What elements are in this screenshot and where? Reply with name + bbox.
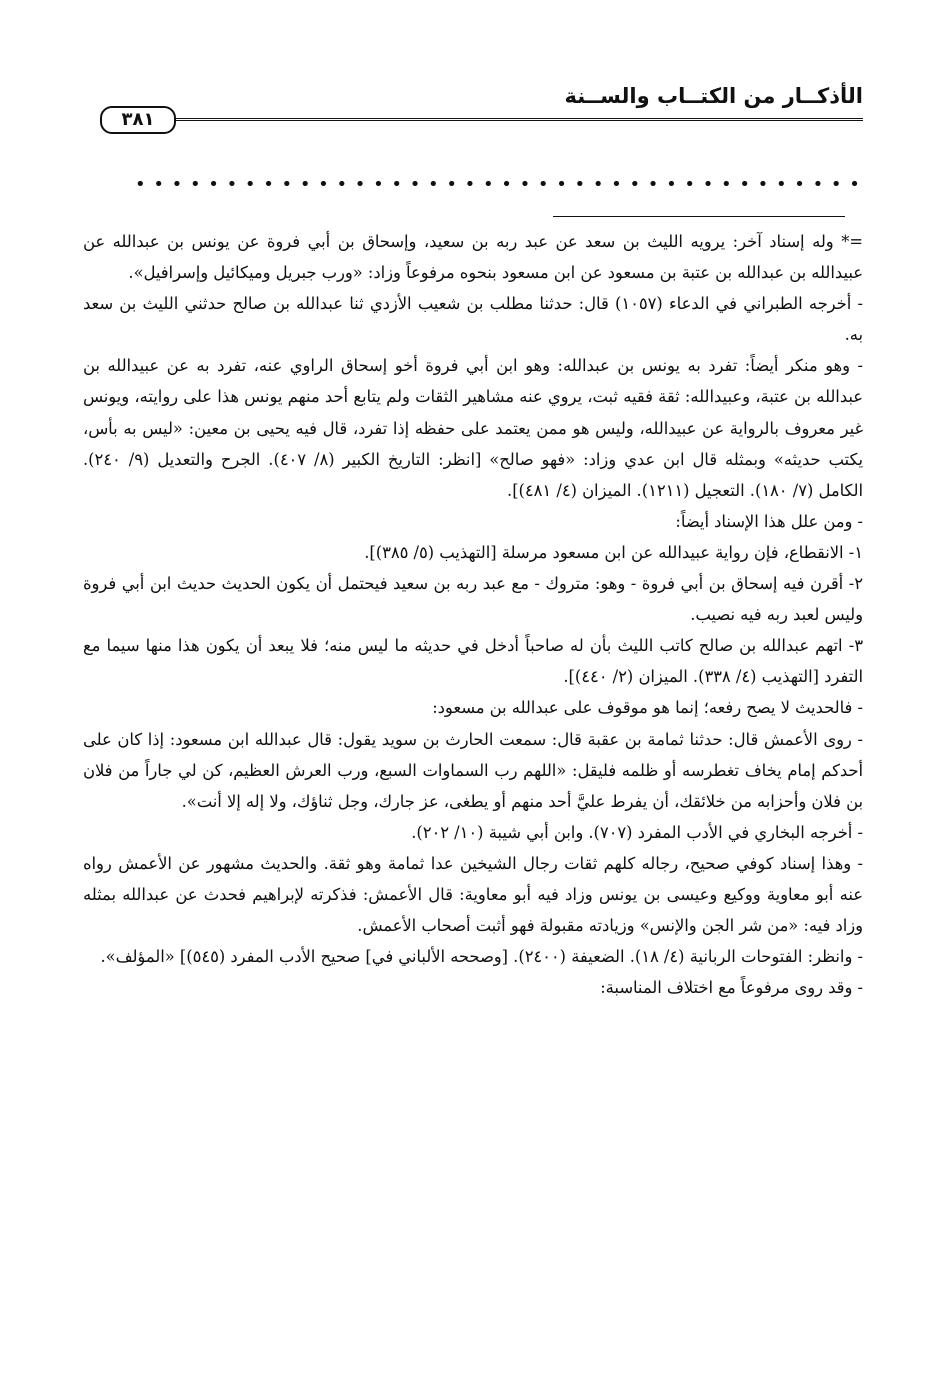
paragraph: - فالحديث لا يصح رفعه؛ إنما هو موقوف على عبدالله بن مسعود:	[432, 698, 863, 718]
dot: •	[794, 174, 805, 195]
paragraph: - أخرجه البخاري في الأدب المفرد (٧٠٧). وابن أبي شيبة (١٠/ ٢٠٢).	[411, 822, 863, 842]
footnote-text	[83, 226, 863, 1003]
page-header	[100, 84, 863, 128]
dot: •	[208, 174, 219, 195]
dot: •	[556, 174, 567, 195]
dot: •	[721, 174, 732, 195]
paragraph: - وهو منكر أيضاً: تفرد به يونس بن عبدالله: وهو ابن أبي فروة أخو إسحاق الراوي عنه، تفرد به عن عبيدالله بن عبدالله بن عتبة، وعبيدالله: ثقة فقيه ثبت، يروي عنه مشاهير الثقات ولم يتابع أحد منهم يونس هذا على روايته، ويونس غير معروف بالرواية عن عبيدالله، وليس هو ممن يعتمد على حفظه إذا تفرد، قال فيه يحيى بن معين: «ليس به بأس، يكتب حديثه» وبمثله قال ابن عدي وزاد: «فهو صالح» [انظر: التاريخ الكبير (٨/ ٤٠٧). الجرح والتعديل (٩/ ٢٤٠). الكامل (٧/ ١٨٠). التعجيل (١٢١١). الميزان (٤/ ٤٨١)].	[83, 356, 863, 500]
dot: •	[281, 174, 293, 195]
dot: •	[757, 174, 769, 195]
header-rule	[176, 118, 863, 121]
paragraph: - وقد روى مرفوعاً مع اختلاف المناسبة:	[600, 978, 863, 998]
paragraph: ٣- اتهم عبدالله بن صالح كاتب الليث بأن له صاحباً أدخل في حديثه ما ليس منه؛ فلا يبعد أن يكون هذا منها سيما مع التفرد [التهذيب (٤/ ٣٣٨). الميزان (٢/ ٤٤٠)].	[83, 636, 863, 687]
paragraph: - وهذا إسناد كوفي صحيح، رجاله كلهم ثقات رجال الشيخين عدا ثمامة وهو ثقة. والحديث مشهور عن الأعمش رواه عنه أبو معاوية ووكيع وعيسى بن يونس وزاد فيه أبو معاوية: قال الأعمش: فذكرته لإبراهيم فحدث عن عبدالله بمثله وزاد فيه: «من شر الجن والإنس» وزيادته مقبولة فهو أثبت أصحاب الأعمش.	[83, 853, 863, 936]
paragraph: - روى الأعمش قال: حدثنا ثمامة بن عقبة قال: سمعت الحارث بن سويد يقول: قال عبدالله ابن مسعود: إذا كان على أحدكم إمام يخاف تغطرسه أو ظلمه فليقل: «اللهم رب السماوات السبع، ورب العرش العظيم، كن لي جاراً من فلان بن فلان وأحزابه من خلائقك، أن يفرط عليَّ أحد منهم أو يطغى، عز جارك، وجل ثناؤك، ولا إله إلا أنت».	[83, 729, 863, 811]
dot: •	[629, 174, 641, 195]
paragraph: - وانظر: الفتوحات الربانية (٤/ ١٨). الضعيفة (٢٤٠٠). [وصححه الألباني في] صحيح الأدب المفرد (٥٤٥)] «المؤلف».	[100, 947, 863, 967]
dot: •	[318, 174, 329, 195]
dot: •	[666, 174, 677, 195]
header-rule-group	[100, 109, 863, 130]
paragraph: ١- الانقطاع، فإن رواية عبيدالله عن ابن مسعود مرسلة [التهذيب (٥/ ٣٨٥)].	[364, 542, 863, 562]
dot: •	[263, 174, 274, 195]
dot: •	[135, 174, 146, 195]
dot: •	[482, 174, 494, 195]
dot: •	[702, 174, 714, 195]
dot: •	[336, 174, 348, 195]
dot: •	[592, 174, 604, 195]
paragraph: =* وله إسناد آخر: يرويه الليث بن سعد عن عبد ربه بن سعيد، وإسحاق بن أبي فروة عن يونس بن عبدالله عن عبيدالله بن عبدالله بن عتبة بن مسعود عن ابن مسعود بنحوه مرفوعاً وزاد: «ورب جبريل وميكائيل وإسرافيل».	[83, 232, 863, 283]
dot: •	[611, 174, 622, 195]
dot: •	[244, 174, 256, 195]
dot: •	[428, 174, 439, 195]
dot: •	[501, 174, 512, 195]
dot: •	[849, 174, 860, 195]
dot: •	[409, 174, 421, 195]
dot: •	[775, 174, 787, 195]
dot: •	[739, 174, 750, 195]
footnote-rule	[553, 216, 845, 217]
page-number: ٣٨١	[100, 106, 176, 134]
dot: •	[830, 174, 842, 195]
dot: •	[574, 174, 586, 195]
dot: •	[189, 174, 201, 195]
dot: •	[647, 174, 659, 195]
dot: •	[446, 174, 457, 195]
dot: •	[171, 174, 183, 195]
dot: •	[153, 174, 164, 195]
dot: •	[812, 174, 824, 195]
paragraph: - ومن علل هذا الإسناد أيضاً:	[675, 511, 863, 531]
dotted-separator	[135, 174, 860, 195]
dot: •	[299, 174, 311, 195]
dot: •	[537, 174, 549, 195]
dot: •	[226, 174, 238, 195]
dot: •	[373, 174, 384, 195]
dot: •	[464, 174, 476, 195]
dot: •	[391, 174, 402, 195]
paragraph: - أخرجه الطبراني في الدعاء (١٠٥٧) قال: حدثنا مطلب بن شعيب الأزدي ثنا عبدالله بن صالح حدثني الليث بن سعد به.	[83, 294, 863, 345]
dot: •	[684, 174, 695, 195]
dot: •	[354, 174, 366, 195]
dot: •	[519, 174, 531, 195]
paragraph: ٢- أقرن فيه إسحاق بن أبي فروة - وهو: متروك - مع عبد ربه بن سعيد فيحتمل أن يكون الحديث حديث ابن أبي فروة وليس لعبد ربه فيه نصيب.	[83, 574, 863, 625]
book-title: الأذكــار من الكتــاب والســنة	[564, 84, 863, 108]
